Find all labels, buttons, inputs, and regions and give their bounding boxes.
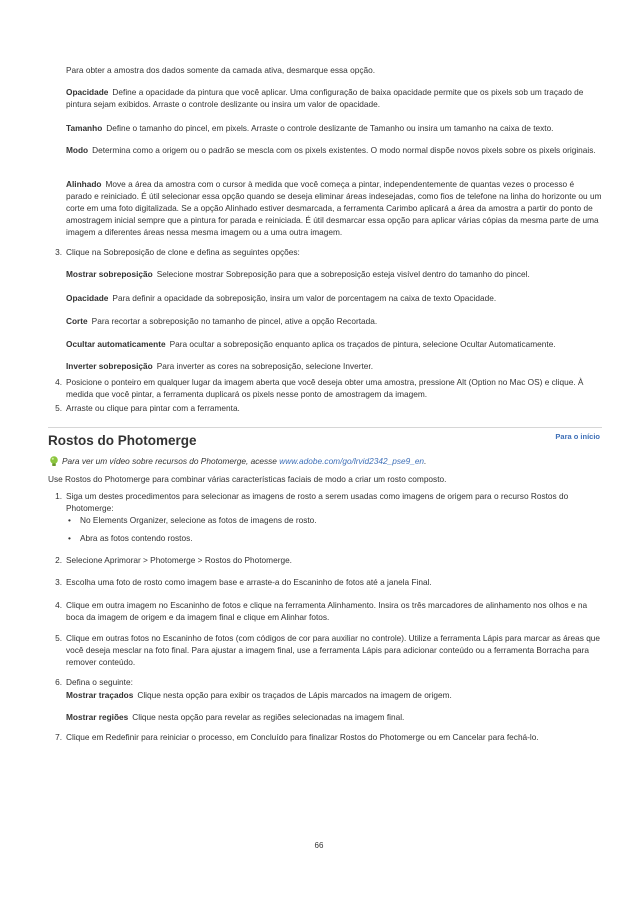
def-modo: [0, 144, 638, 156]
def-text: Para ocultar a sobreposição enquanto aplica os traçados de pintura, selecione Ocultar Automaticamente.: [169, 339, 556, 349]
def-term: Opacidade: [66, 87, 109, 97]
tip-text: Para ver um vídeo sobre recursos do Photomerge, acesse: [62, 456, 280, 466]
def-term: Mostrar regiões: [66, 712, 129, 722]
def-mostrar-regioes: [0, 711, 638, 723]
def-term: Mostrar sobreposição: [66, 269, 153, 279]
def-text: Define o tamanho do pincel, em pixels. Arraste o controle deslizante de Tamanho ou insira um tamanho na caixa de texto.: [106, 123, 554, 133]
pm-step-7: 7. Clique em Redefinir para reiniciar o processo, em Concluído para finalizar Rostos do Photomerge ou em Cancelar para fechá-lo.: [55, 732, 539, 742]
step-5: 5. Arraste ou clique para pintar com a ferramenta.: [55, 403, 240, 413]
def-mostrar-sobreposicao: [0, 268, 638, 280]
def-text: Para inverter as cores na sobreposição, selecione Inverter.: [156, 361, 373, 371]
back-to-top-link[interactable]: Para o início: [555, 432, 600, 441]
section-divider: [48, 427, 602, 428]
def-term: Alinhado: [66, 179, 102, 189]
pm-step-1: 1. Siga um destes procedimentos para selecionar as imagens de rosto a serem usadas como imagens de origem para o recurso Rostos do Photomerge:: [55, 491, 569, 513]
step-4: 4. Posicione o ponteiro em qualquer lugar da imagem aberta que você deseja obter uma amostra, pressione Alt (Option no Mac OS) e clique. À medida que você pintar, a ferramenta duplicará os pixels nesse ponto de amostragem da imagem.: [55, 377, 584, 399]
video-tip: Para ver um vídeo sobre recursos do Photomerge, acesse www.adobe.com/go/lrvid2342_pse9_en.: [48, 455, 602, 467]
def-term: Mostrar traçados: [66, 690, 134, 700]
bullet-item: • Abra as fotos contendo rostos.: [68, 533, 193, 543]
section-intro: Use Rostos do Photomerge para combinar várias características faciais de modo a criar um rosto composto.: [48, 474, 447, 484]
def-text: Determina como a origem ou o padrão se mescla com os pixels existentes. O modo normal dispõe novos pixels sobre os pixels originais.: [92, 145, 596, 155]
def-alinhado: [0, 178, 638, 238]
video-link[interactable]: www.adobe.com/go/lrvid2342_pse9_en: [279, 456, 425, 466]
def-text: Para definir a opacidade da sobreposição, insira um valor de porcentagem na caixa de texto Opacidade.: [112, 293, 497, 303]
def-term: Tamanho: [66, 123, 103, 133]
pm-step-6: 6. Defina o seguinte:: [55, 677, 133, 687]
pm-step-5: 5. Clique em outras fotos no Escaninho de fotos (com códigos de cor para auxiliar no controle). Utilize a ferramenta Lápis para marcar as áreas que você deseja mesclar na foto final. Para ajustar a imagem final, use a ferramenta Lápis para adicionar conteúdo ou a ferramenta Borracha para remover conteúdo.: [55, 633, 601, 667]
section-title: Rostos do Photomerge: [48, 433, 197, 448]
page-number: 66: [314, 841, 324, 850]
def-text: Selecione mostrar Sobreposição para que a sobreposição esteja visível dentro do tamanho do pincel.: [156, 269, 530, 279]
pm-step-2: 2. Selecione Aprimorar > Photomerge > Rostos do Photomerge.: [55, 555, 292, 565]
def-inverter-sobreposicao: [0, 360, 638, 372]
def-text: Clique nesta opção para exibir os traçados de Lápis marcados na imagem de origem.: [137, 690, 452, 700]
def-term: Inverter sobreposição: [66, 361, 153, 371]
pm-step-3: 3. Escolha uma foto de rosto como imagem base e arraste-a do Escaninho de fotos até a janela Final.: [55, 577, 432, 587]
lightbulb-icon: [48, 455, 60, 467]
def-tamanho: [0, 122, 638, 134]
def-opacidade-sobreposicao: [0, 292, 638, 304]
def-term: Corte: [66, 316, 88, 326]
def-opacidade: [0, 86, 638, 110]
bullet-item: • No Elements Organizer, selecione as fotos de imagens de rosto.: [68, 515, 317, 525]
def-corte: [0, 315, 638, 327]
def-ocultar-automaticamente: [0, 338, 638, 350]
def-text: Move a área da amostra com o cursor à medida que você começa a pintar, independentemente de quantas vezes o processo é parado e reiniciado. É útil selecionar essa opção quando se deseja eliminar áreas indesejadas, como fios de telefone na linha do horizonte ou um corte em uma foto digitalizada. Se a opção Alinhado estiver desmarcada, a ferramenta Carimbo aplicará a área da amostra a partir do ponto de amostragem inicial sempre que a pintura for parada e reiniciada. É útil desmarcar essa opção para aplicar várias cópias da mesma parte de uma imagem a diferentes áreas nessa mesma imagem ou a uma outra imagem.: [66, 179, 602, 237]
def-text: Define a opacidade da pintura que você aplicar. Uma configuração de baixa opacidade permite que os pixels sob um traçado de pintura sejam exibidos. Arraste o controle deslizante ou insira um valor de opacidade.: [66, 87, 584, 109]
def-term: Modo: [66, 145, 89, 155]
intro-line: Para obter a amostra dos dados somente da camada ativa, desmarque essa opção.: [66, 65, 376, 75]
def-text: Clique nesta opção para revelar as regiões selecionadas na imagem final.: [132, 712, 405, 722]
def-term: Opacidade: [66, 293, 109, 303]
def-mostrar-tracados: [0, 689, 638, 701]
def-term: Ocultar automaticamente: [66, 339, 166, 349]
step-3: 3. Clique na Sobreposição de clone e defina as seguintes opções:: [55, 247, 300, 257]
pm-step-4: 4. Clique em outra imagem no Escaninho de fotos e clique na ferramenta Alinhamento. Insira os três marcadores de alinhamento nos olhos e na boca da imagem de origem e da imagem final e clique em Alinhar fotos.: [55, 600, 588, 622]
def-text: Para recortar a sobreposição no tamanho de pincel, ative a opção Recortada.: [91, 316, 378, 326]
